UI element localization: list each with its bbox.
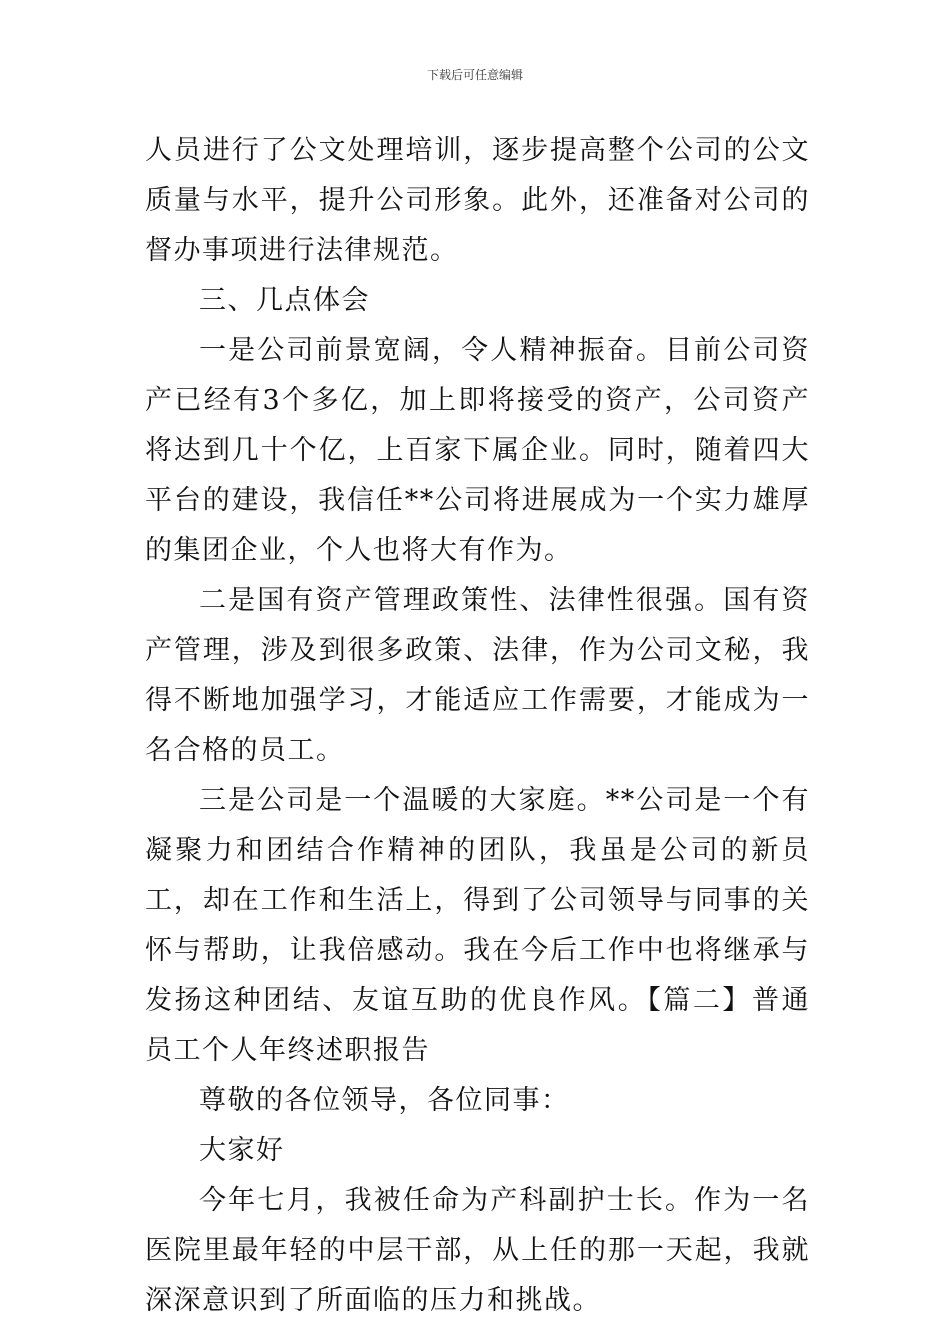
document-body (145, 126, 810, 1326)
salutation: 尊敬的各位领导，各位同事： (199, 1085, 570, 1116)
paragraph: 今年七月，我被任命为产科副护士长。作为一名医院里最年轻的中层干部，从上任的那一天起，我就深深意识到了所面临的压力和挑战。 (145, 1185, 810, 1316)
greeting: 大家好 (199, 1135, 285, 1166)
paragraph: 一是公司前景宽阔，令人精神振奋。目前公司资产已经有3个多亿，加上即将接受的资产，公司资产将达到几十个亿，上百家下属企业。同时，随着四大平台的建设，我信任**公司将进展成为一个实力雄厚的集团企业，个人也将大有作为。 (145, 335, 810, 566)
paragraph: 二是国有资产管理政策性、法律性很强。国有资产管理，涉及到很多政策、法律，作为公司文秘，我得不断地加强学习，才能适应工作需要，才能成为一名合格的员工。 (145, 585, 810, 766)
section-heading: 三、几点体会 (199, 285, 370, 316)
page-header: 下载后可任意编辑 (426, 68, 523, 82)
paragraph: 三是公司是一个温暖的大家庭。**公司是一个有凝聚力和团结合作精神的团队，我虽是公司的新员工，却在工作和生活上，得到了公司领导与同事的关怀与帮助，让我倍感动。我在今后工作中也将继承与发扬这种团结、友谊互助的优良作风。【篇二】普通员工个人年终述职报告 (145, 785, 810, 1066)
paragraph: 人员进行了公文处理培训，逐步提高整个公司的公文质量与水平，提升公司形象。此外，还准备对公司的督办事项进行法律规范。 (145, 135, 810, 266)
